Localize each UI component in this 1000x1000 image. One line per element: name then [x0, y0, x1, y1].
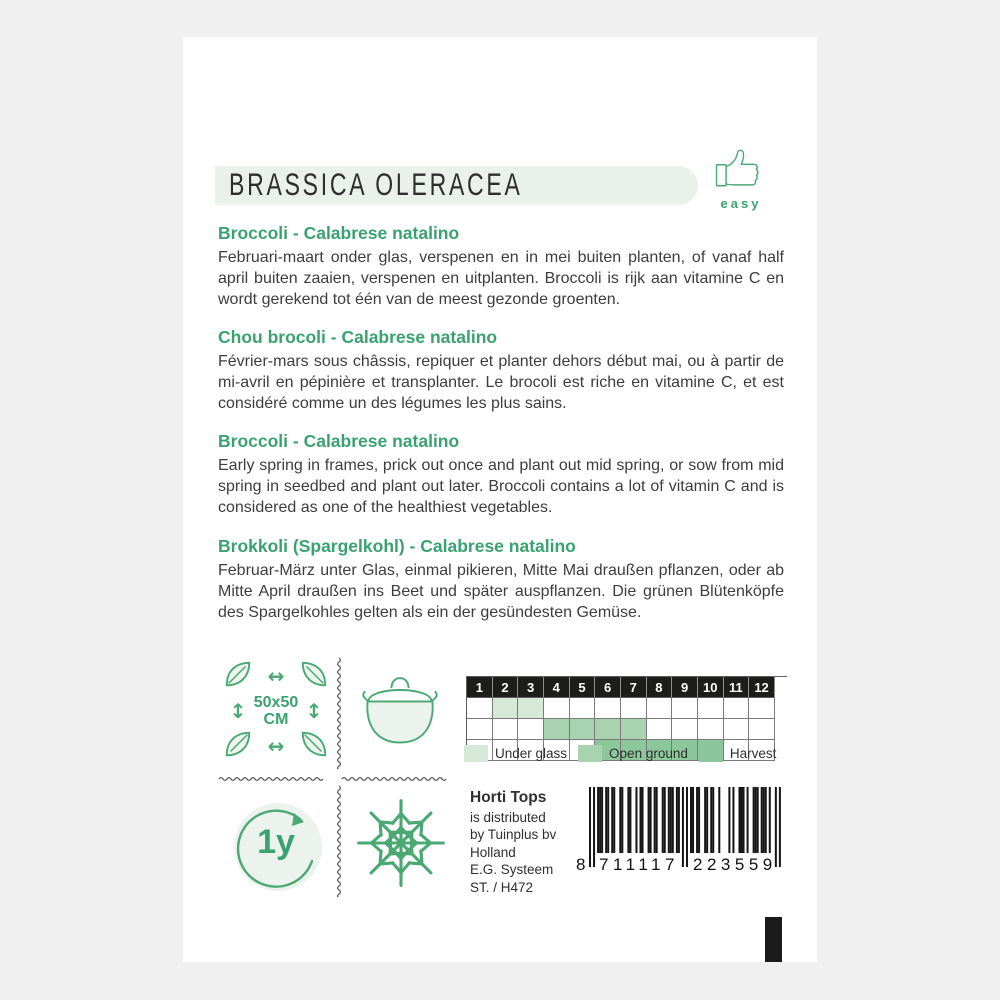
legend-item — [578, 745, 688, 762]
thumbs-up-icon — [713, 180, 769, 197]
leaf-icon — [223, 729, 253, 764]
calendar-legend — [464, 745, 776, 762]
barcode — [576, 787, 785, 887]
legend-item — [699, 745, 777, 762]
calendar-row — [467, 719, 787, 740]
legend-label: Under glass — [495, 746, 568, 761]
calendar-cell — [749, 719, 775, 740]
barcode-digit-left: 8 — [576, 855, 586, 874]
section-body: Februari-maart onder glas, verspenen en in mei buiten planten, of vanaf half april buiten zaaien, verspenen en uitplanten. Broccoli is rijk aan vitamine C en wordt gerekend tot één van de meest gezonde groenten. — [218, 249, 784, 308]
calendar-cell — [672, 698, 698, 719]
divider-wave-vertical — [335, 785, 343, 902]
snowflake-icon — [349, 791, 453, 895]
calendar-month-10: 10 — [698, 677, 724, 698]
calendar-month-9: 9 — [672, 677, 698, 698]
section-title: Broccoli - Calabrese natalino — [218, 223, 460, 243]
vertical-arrow-icon: ↕ — [229, 699, 247, 723]
calendar-cell — [724, 719, 750, 740]
calendar-cell — [621, 698, 647, 719]
species-banner — [215, 166, 698, 205]
plant-spacing-icon — [216, 657, 336, 765]
section-dutch — [218, 223, 784, 310]
horizontal-arrow-icon: ↔ — [267, 734, 285, 758]
section-body: Février-mars sous châssis, repiquer et planter dehors début mai, ou à partir de mi-avril en pépinière et transplanter. Le brocoli est riche en vitamine C, et est considéré comme un des légumes les plus sains. — [218, 353, 784, 412]
divider-wave-horizontal — [341, 771, 451, 789]
calendar-month-2: 2 — [493, 677, 519, 698]
leaf-icon — [299, 729, 329, 764]
section-german — [218, 536, 784, 623]
vertical-arrow-icon: ↕ — [305, 699, 323, 723]
calendar-cell — [570, 719, 596, 740]
calendar-cell — [518, 698, 544, 719]
section-body: Februar-März unter Glas, einmal pikieren, Mitte Mai draußen pflanzen, oder ab Mitte April draußen ins Beet und später auspflanzen. Die grünen Blütenköpfe des Spargelkohles gelten als ein der gesündesten Gemüse. — [218, 562, 784, 621]
calendar-cell — [724, 698, 750, 719]
spacing-unit: CM — [263, 711, 289, 728]
barcode-number — [576, 853, 785, 875]
calendar-cell — [518, 719, 544, 740]
leaf-icon — [299, 659, 329, 694]
calendar-cell — [698, 719, 724, 740]
legend-item — [464, 745, 567, 762]
calendar-cell — [647, 719, 673, 740]
section-title: Broccoli - Calabrese natalino — [218, 431, 460, 451]
spacing-distance: 50x50 — [253, 694, 299, 711]
calendar-month-3: 3 — [518, 677, 544, 698]
distributor-info — [470, 789, 556, 896]
calendar-cell — [570, 698, 596, 719]
species-name: BRASSICA OLERACEA — [229, 167, 523, 203]
divider-wave-horizontal — [218, 771, 328, 789]
distributor-line: E.G. Systeem — [470, 862, 554, 877]
calendar-cell — [595, 698, 621, 719]
calendar-cell — [749, 698, 775, 719]
difficulty-badge — [703, 147, 779, 211]
distributor-line: by Tuinplus bv — [470, 827, 557, 842]
legend-swatch — [699, 745, 723, 762]
calendar-month-11: 11 — [724, 677, 750, 698]
spacing-value — [254, 694, 299, 728]
distributor-line: is distributed — [470, 809, 546, 825]
calendar-cell — [493, 719, 519, 740]
divider-wave-vertical — [335, 657, 343, 774]
print-registration-mark — [765, 917, 782, 962]
calendar-cell — [493, 698, 519, 719]
calendar-cell — [544, 719, 570, 740]
calendar-cell — [595, 719, 621, 740]
annual-cycle-icon — [218, 787, 334, 903]
section-title: Brokkoli (Spargelkohl) - Calabrese natalino — [218, 536, 576, 556]
cycle-label: 1y — [257, 823, 295, 861]
calendar-month-4: 4 — [544, 677, 570, 698]
section-title: Chou brocoli - Calabrese natalino — [218, 327, 498, 347]
section-french — [218, 327, 784, 414]
calendar-cell — [467, 698, 493, 719]
calendar-month-6: 6 — [595, 677, 621, 698]
legend-swatch — [578, 745, 602, 762]
barcode-digit-group: 711117 — [599, 855, 679, 874]
legend-label: Open ground — [609, 746, 688, 761]
seed-packet-back — [183, 37, 817, 962]
calendar-month-5: 5 — [570, 677, 596, 698]
calendar-cell — [621, 719, 647, 740]
calendar-cell — [544, 698, 570, 719]
legend-swatch — [464, 745, 488, 762]
legend-label: Harvest — [729, 746, 777, 761]
leaf-icon — [223, 659, 253, 694]
calendar-month-12: 12 — [749, 677, 775, 698]
barcode-digit-group: 223559 — [693, 855, 777, 874]
difficulty-label: easy — [720, 196, 762, 211]
calendar-cell — [698, 698, 724, 719]
brand-name: Horti Tops — [470, 789, 547, 806]
calendar-cell — [672, 719, 698, 740]
calendar-month-7: 7 — [621, 677, 647, 698]
calendar-month-8: 8 — [647, 677, 673, 698]
calendar-month-1: 1 — [467, 677, 493, 698]
calendar-cell — [467, 719, 493, 740]
horizontal-arrow-icon: ↔ — [267, 664, 285, 688]
calendar-cell — [647, 698, 673, 719]
distributor-line: ST. / H472 — [470, 879, 534, 895]
distributor-line: Holland — [470, 844, 516, 860]
section-body: Early spring in frames, prick out once and plant out mid spring, or sow from mid spring in seedbed and plant out later. Broccoli contains a lot of vitamin C and is considered as one of the healthiest vegetables. — [218, 457, 784, 516]
cooking-pot-icon — [346, 657, 454, 765]
section-english — [218, 431, 784, 518]
calendar-row — [467, 698, 787, 719]
